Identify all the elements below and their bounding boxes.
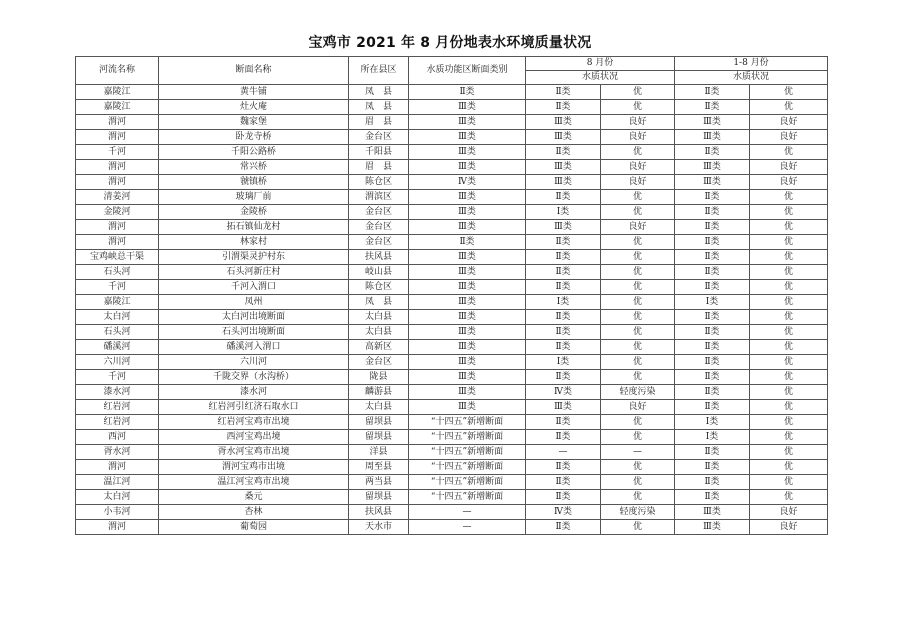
cell-cumulative-status: 优 [750,400,828,415]
cell-month-status: 优 [601,520,675,535]
header-month-status: 水质状况 [526,71,675,85]
cell-function-class: “十四五”新增断面 [409,460,526,475]
cell-month-status: 良好 [601,160,675,175]
cell-cumulative-class: Ⅱ类 [675,190,750,205]
cell-section: 灶火庵 [159,100,349,115]
cell-county: 麟游县 [349,385,409,400]
cell-river: 渭河 [76,460,159,475]
cell-section: 温江河宝鸡市出境 [159,475,349,490]
table-row [76,310,828,325]
table-row [76,190,828,205]
cell-cumulative-status: 优 [750,370,828,385]
cell-river: 渭河 [76,160,159,175]
cell-function-class: Ⅲ类 [409,265,526,280]
cell-county: 太白县 [349,325,409,340]
header-cumulative: 1-8 月份 [675,57,828,71]
cell-month-class: Ⅱ类 [526,520,601,535]
cell-cumulative-class: Ⅱ类 [675,85,750,100]
cell-cumulative-class: Ⅱ类 [675,205,750,220]
table-row [76,250,828,265]
table-row [76,520,828,535]
cell-cumulative-class: Ⅱ类 [675,310,750,325]
table-body [76,85,828,535]
cell-section: 石头河新庄村 [159,265,349,280]
cell-month-status: 良好 [601,115,675,130]
cell-cumulative-class: Ⅱ类 [675,100,750,115]
cell-month-status: 优 [601,490,675,505]
cell-river: 嘉陵江 [76,295,159,310]
cell-section: 石头河出境断面 [159,325,349,340]
cell-section: 金陵桥 [159,205,349,220]
cell-section: 六川河 [159,355,349,370]
cell-county: 金台区 [349,130,409,145]
cell-county: 留坝县 [349,490,409,505]
cell-river: 渭河 [76,235,159,250]
cell-month-class: Ⅱ类 [526,145,601,160]
cell-month-class: Ⅱ类 [526,310,601,325]
cell-function-class: Ⅲ类 [409,295,526,310]
cell-cumulative-class: Ⅱ类 [675,400,750,415]
cell-month-status: 优 [601,145,675,160]
cell-month-status: — [601,445,675,460]
cell-month-class: Ⅱ类 [526,415,601,430]
table-row [76,445,828,460]
cell-cumulative-status: 优 [750,325,828,340]
cell-cumulative-status: 良好 [750,160,828,175]
cell-county: 金台区 [349,205,409,220]
cell-function-class: “十四五”新增断面 [409,445,526,460]
cell-month-status: 优 [601,295,675,310]
cell-cumulative-class: Ⅱ类 [675,490,750,505]
cell-section: 红岩河宝鸡市出境 [159,415,349,430]
cell-cumulative-class: Ⅱ类 [675,265,750,280]
cell-cumulative-status: 优 [750,490,828,505]
cell-month-status: 良好 [601,220,675,235]
table-row [76,295,828,310]
cell-function-class: Ⅲ类 [409,160,526,175]
cell-month-status: 优 [601,370,675,385]
cell-month-status: 优 [601,280,675,295]
cell-cumulative-status: 优 [750,220,828,235]
table-row [76,475,828,490]
header-river: 河流名称 [76,57,159,85]
cell-month-status: 轻度污染 [601,385,675,400]
cell-cumulative-status: 优 [750,460,828,475]
cell-section: 卧龙寺桥 [159,130,349,145]
cell-section: 千河入渭口 [159,280,349,295]
cell-county: 凤 县 [349,295,409,310]
cell-month-class: Ⅲ类 [526,130,601,145]
cell-river: 漆水河 [76,385,159,400]
cell-month-status: 优 [601,250,675,265]
cell-month-class: Ⅱ类 [526,475,601,490]
cell-month-status: 优 [601,235,675,250]
cell-river: 太白河 [76,490,159,505]
cell-cumulative-class: Ⅱ类 [675,445,750,460]
header-cumulative-status: 水质状况 [675,71,828,85]
cell-river: 太白河 [76,310,159,325]
cell-county: 陈仓区 [349,175,409,190]
cell-function-class: Ⅲ类 [409,385,526,400]
cell-function-class: Ⅲ类 [409,115,526,130]
cell-section: 桑元 [159,490,349,505]
table-row [76,100,828,115]
cell-month-class: Ⅰ类 [526,355,601,370]
cell-cumulative-status: 优 [750,415,828,430]
cell-cumulative-status: 良好 [750,175,828,190]
cell-river: 红岩河 [76,400,159,415]
table-row [76,145,828,160]
cell-section: 葡萄园 [159,520,349,535]
cell-month-status: 优 [601,100,675,115]
cell-river: 胥水河 [76,445,159,460]
cell-cumulative-status: 优 [750,100,828,115]
cell-month-status: 优 [601,340,675,355]
cell-county: 周至县 [349,460,409,475]
cell-county: 凤 县 [349,85,409,100]
page-title: 宝鸡市 2021 年 8 月份地表水环境质量状况 [308,35,592,51]
cell-month-class: Ⅳ类 [526,385,601,400]
cell-river: 千河 [76,370,159,385]
cell-river: 小韦河 [76,505,159,520]
table-row [76,160,828,175]
cell-section: 太白河出境断面 [159,310,349,325]
cell-function-class: Ⅲ类 [409,190,526,205]
cell-cumulative-class: Ⅲ类 [675,175,750,190]
cell-cumulative-status: 优 [750,385,828,400]
cell-river: 嘉陵江 [76,100,159,115]
cell-river: 石头河 [76,265,159,280]
cell-section: 胥水河宝鸡市出境 [159,445,349,460]
table-row [76,370,828,385]
cell-cumulative-status: 优 [750,280,828,295]
cell-month-class: Ⅰ类 [526,205,601,220]
cell-function-class: Ⅱ类 [409,235,526,250]
cell-cumulative-class: Ⅲ类 [675,130,750,145]
cell-function-class: “十四五”新增断面 [409,430,526,445]
cell-section: 林家村 [159,235,349,250]
cell-cumulative-status: 优 [750,340,828,355]
cell-river: 清姜河 [76,190,159,205]
cell-function-class: “十四五”新增断面 [409,490,526,505]
cell-month-status: 优 [601,325,675,340]
cell-month-class: Ⅱ类 [526,280,601,295]
water-quality-table [75,56,828,535]
cell-cumulative-status: 优 [750,235,828,250]
table-row [76,430,828,445]
cell-section: 杏林 [159,505,349,520]
cell-section: 拓石镇仙龙村 [159,220,349,235]
table-row [76,130,828,145]
cell-cumulative-class: Ⅲ类 [675,520,750,535]
cell-county: 岐山县 [349,265,409,280]
table-row [76,415,828,430]
cell-cumulative-class: Ⅱ类 [675,370,750,385]
cell-cumulative-status: 良好 [750,130,828,145]
cell-county: 千阳县 [349,145,409,160]
cell-section: 黄牛铺 [159,85,349,100]
cell-county: 太白县 [349,310,409,325]
cell-river: 西河 [76,430,159,445]
cell-cumulative-class: Ⅱ类 [675,235,750,250]
table-row [76,505,828,520]
table-row [76,460,828,475]
cell-month-status: 优 [601,460,675,475]
cell-cumulative-class: Ⅱ类 [675,145,750,160]
cell-month-status: 良好 [601,130,675,145]
cell-section: 千阳公路桥 [159,145,349,160]
cell-river: 金陵河 [76,205,159,220]
cell-cumulative-status: 优 [750,295,828,310]
cell-cumulative-status: 优 [750,250,828,265]
cell-cumulative-class: Ⅱ类 [675,220,750,235]
table-row [76,265,828,280]
cell-river: 渭河 [76,175,159,190]
header-county: 所在县区 [349,57,409,85]
cell-cumulative-class: Ⅱ类 [675,280,750,295]
cell-cumulative-class: Ⅲ类 [675,115,750,130]
cell-month-status: 轻度污染 [601,505,675,520]
cell-function-class: Ⅲ类 [409,280,526,295]
cell-cumulative-status: 优 [750,205,828,220]
cell-cumulative-status: 优 [750,475,828,490]
cell-function-class: — [409,505,526,520]
cell-county: 渭滨区 [349,190,409,205]
cell-cumulative-class: Ⅲ类 [675,505,750,520]
cell-cumulative-class: Ⅲ类 [675,160,750,175]
cell-cumulative-class: Ⅱ类 [675,355,750,370]
cell-month-class: Ⅱ类 [526,340,601,355]
table-row [76,205,828,220]
cell-river: 嘉陵江 [76,85,159,100]
cell-section: 西河宝鸡出境 [159,430,349,445]
cell-river: 宝鸡峡总干渠 [76,250,159,265]
cell-month-class: Ⅲ类 [526,115,601,130]
cell-river: 磻溪河 [76,340,159,355]
cell-month-class: Ⅲ类 [526,160,601,175]
cell-function-class: Ⅲ类 [409,325,526,340]
cell-section: 渭河宝鸡市出境 [159,460,349,475]
cell-month-class: Ⅱ类 [526,265,601,280]
cell-river: 温江河 [76,475,159,490]
cell-month-class: Ⅲ类 [526,400,601,415]
cell-month-class: Ⅱ类 [526,490,601,505]
cell-function-class: “十四五”新增断面 [409,475,526,490]
cell-county: 留坝县 [349,430,409,445]
cell-river: 红岩河 [76,415,159,430]
cell-cumulative-status: 良好 [750,115,828,130]
table-row [76,115,828,130]
cell-section: 漆水河 [159,385,349,400]
cell-function-class: — [409,520,526,535]
cell-month-class: Ⅰ类 [526,295,601,310]
cell-county: 陇县 [349,370,409,385]
cell-section: 常兴桥 [159,160,349,175]
cell-cumulative-class: Ⅱ类 [675,340,750,355]
cell-cumulative-status: 优 [750,265,828,280]
cell-function-class: Ⅲ类 [409,310,526,325]
cell-cumulative-class: Ⅱ类 [675,385,750,400]
cell-month-status: 良好 [601,400,675,415]
cell-cumulative-status: 优 [750,445,828,460]
cell-river: 石头河 [76,325,159,340]
table-row [76,175,828,190]
cell-river: 千河 [76,145,159,160]
cell-cumulative-class: Ⅱ类 [675,475,750,490]
cell-cumulative-status: 优 [750,430,828,445]
cell-county: 眉 县 [349,160,409,175]
cell-section: 凤州 [159,295,349,310]
cell-cumulative-status: 优 [750,310,828,325]
table-row [76,355,828,370]
cell-month-status: 优 [601,430,675,445]
cell-month-class: Ⅲ类 [526,220,601,235]
cell-function-class: Ⅲ类 [409,145,526,160]
cell-county: 凤 县 [349,100,409,115]
header-month: 8 月份 [526,57,675,71]
cell-county: 洋县 [349,445,409,460]
cell-section: 虢镇桥 [159,175,349,190]
cell-cumulative-class: Ⅱ类 [675,460,750,475]
cell-month-status: 优 [601,265,675,280]
cell-month-status: 优 [601,85,675,100]
cell-function-class: Ⅲ类 [409,370,526,385]
cell-cumulative-status: 优 [750,190,828,205]
cell-county: 两当县 [349,475,409,490]
cell-month-class: Ⅱ类 [526,250,601,265]
table-row [76,385,828,400]
cell-function-class: Ⅲ类 [409,205,526,220]
cell-county: 金台区 [349,235,409,250]
cell-month-status: 优 [601,415,675,430]
cell-county: 太白县 [349,400,409,415]
cell-month-class: Ⅲ类 [526,175,601,190]
cell-function-class: Ⅱ类 [409,85,526,100]
cell-cumulative-status: 优 [750,355,828,370]
cell-month-class: Ⅱ类 [526,430,601,445]
cell-county: 眉 县 [349,115,409,130]
cell-river: 渭河 [76,220,159,235]
cell-cumulative-class: Ⅱ类 [675,325,750,340]
cell-month-status: 优 [601,205,675,220]
cell-month-class: Ⅱ类 [526,235,601,250]
cell-county: 陈仓区 [349,280,409,295]
cell-month-class: Ⅱ类 [526,100,601,115]
table-row [76,325,828,340]
cell-cumulative-status: 优 [750,145,828,160]
cell-cumulative-status: 良好 [750,520,828,535]
table-row [76,400,828,415]
cell-month-status: 优 [601,310,675,325]
cell-river: 千河 [76,280,159,295]
table-row [76,220,828,235]
cell-function-class: “十四五”新增断面 [409,415,526,430]
cell-river: 渭河 [76,520,159,535]
table-row [76,235,828,250]
cell-cumulative-class: Ⅱ类 [675,250,750,265]
table-row [76,340,828,355]
cell-cumulative-class: Ⅰ类 [675,295,750,310]
table-row [76,490,828,505]
cell-county: 留坝县 [349,415,409,430]
cell-section: 引渭渠灵护村东 [159,250,349,265]
cell-month-status: 优 [601,190,675,205]
cell-month-class: Ⅱ类 [526,190,601,205]
table-row [76,85,828,100]
cell-county: 金台区 [349,220,409,235]
cell-function-class: Ⅲ类 [409,400,526,415]
cell-month-status: 优 [601,475,675,490]
cell-month-class: Ⅱ类 [526,460,601,475]
cell-section: 玻璃厂前 [159,190,349,205]
cell-county: 金台区 [349,355,409,370]
cell-month-class: Ⅳ类 [526,505,601,520]
cell-cumulative-class: Ⅰ类 [675,415,750,430]
cell-cumulative-status: 优 [750,85,828,100]
table-row [76,280,828,295]
cell-section: 磻溪河入渭口 [159,340,349,355]
header-function-class: 水质功能区断面类别 [409,57,526,85]
cell-cumulative-status: 良好 [750,505,828,520]
cell-function-class: Ⅲ类 [409,340,526,355]
cell-section: 红岩河引红济石取水口 [159,400,349,415]
cell-function-class: Ⅲ类 [409,130,526,145]
cell-county: 天水市 [349,520,409,535]
cell-county: 扶风县 [349,505,409,520]
cell-cumulative-class: Ⅰ类 [675,430,750,445]
cell-function-class: Ⅳ类 [409,175,526,190]
cell-month-class: Ⅱ类 [526,325,601,340]
cell-month-class: Ⅱ类 [526,85,601,100]
cell-county: 扶风县 [349,250,409,265]
cell-month-status: 良好 [601,175,675,190]
header-section: 断面名称 [159,57,349,85]
cell-function-class: Ⅲ类 [409,355,526,370]
cell-section: 千陇交界（水沟桥） [159,370,349,385]
cell-function-class: Ⅲ类 [409,250,526,265]
cell-county: 高新区 [349,340,409,355]
cell-river: 渭河 [76,130,159,145]
cell-section: 魏家堡 [159,115,349,130]
cell-function-class: Ⅲ类 [409,220,526,235]
cell-month-class: — [526,445,601,460]
cell-river: 渭河 [76,115,159,130]
cell-river: 六川河 [76,355,159,370]
cell-function-class: Ⅲ类 [409,100,526,115]
cell-month-status: 优 [601,355,675,370]
cell-month-class: Ⅱ类 [526,370,601,385]
